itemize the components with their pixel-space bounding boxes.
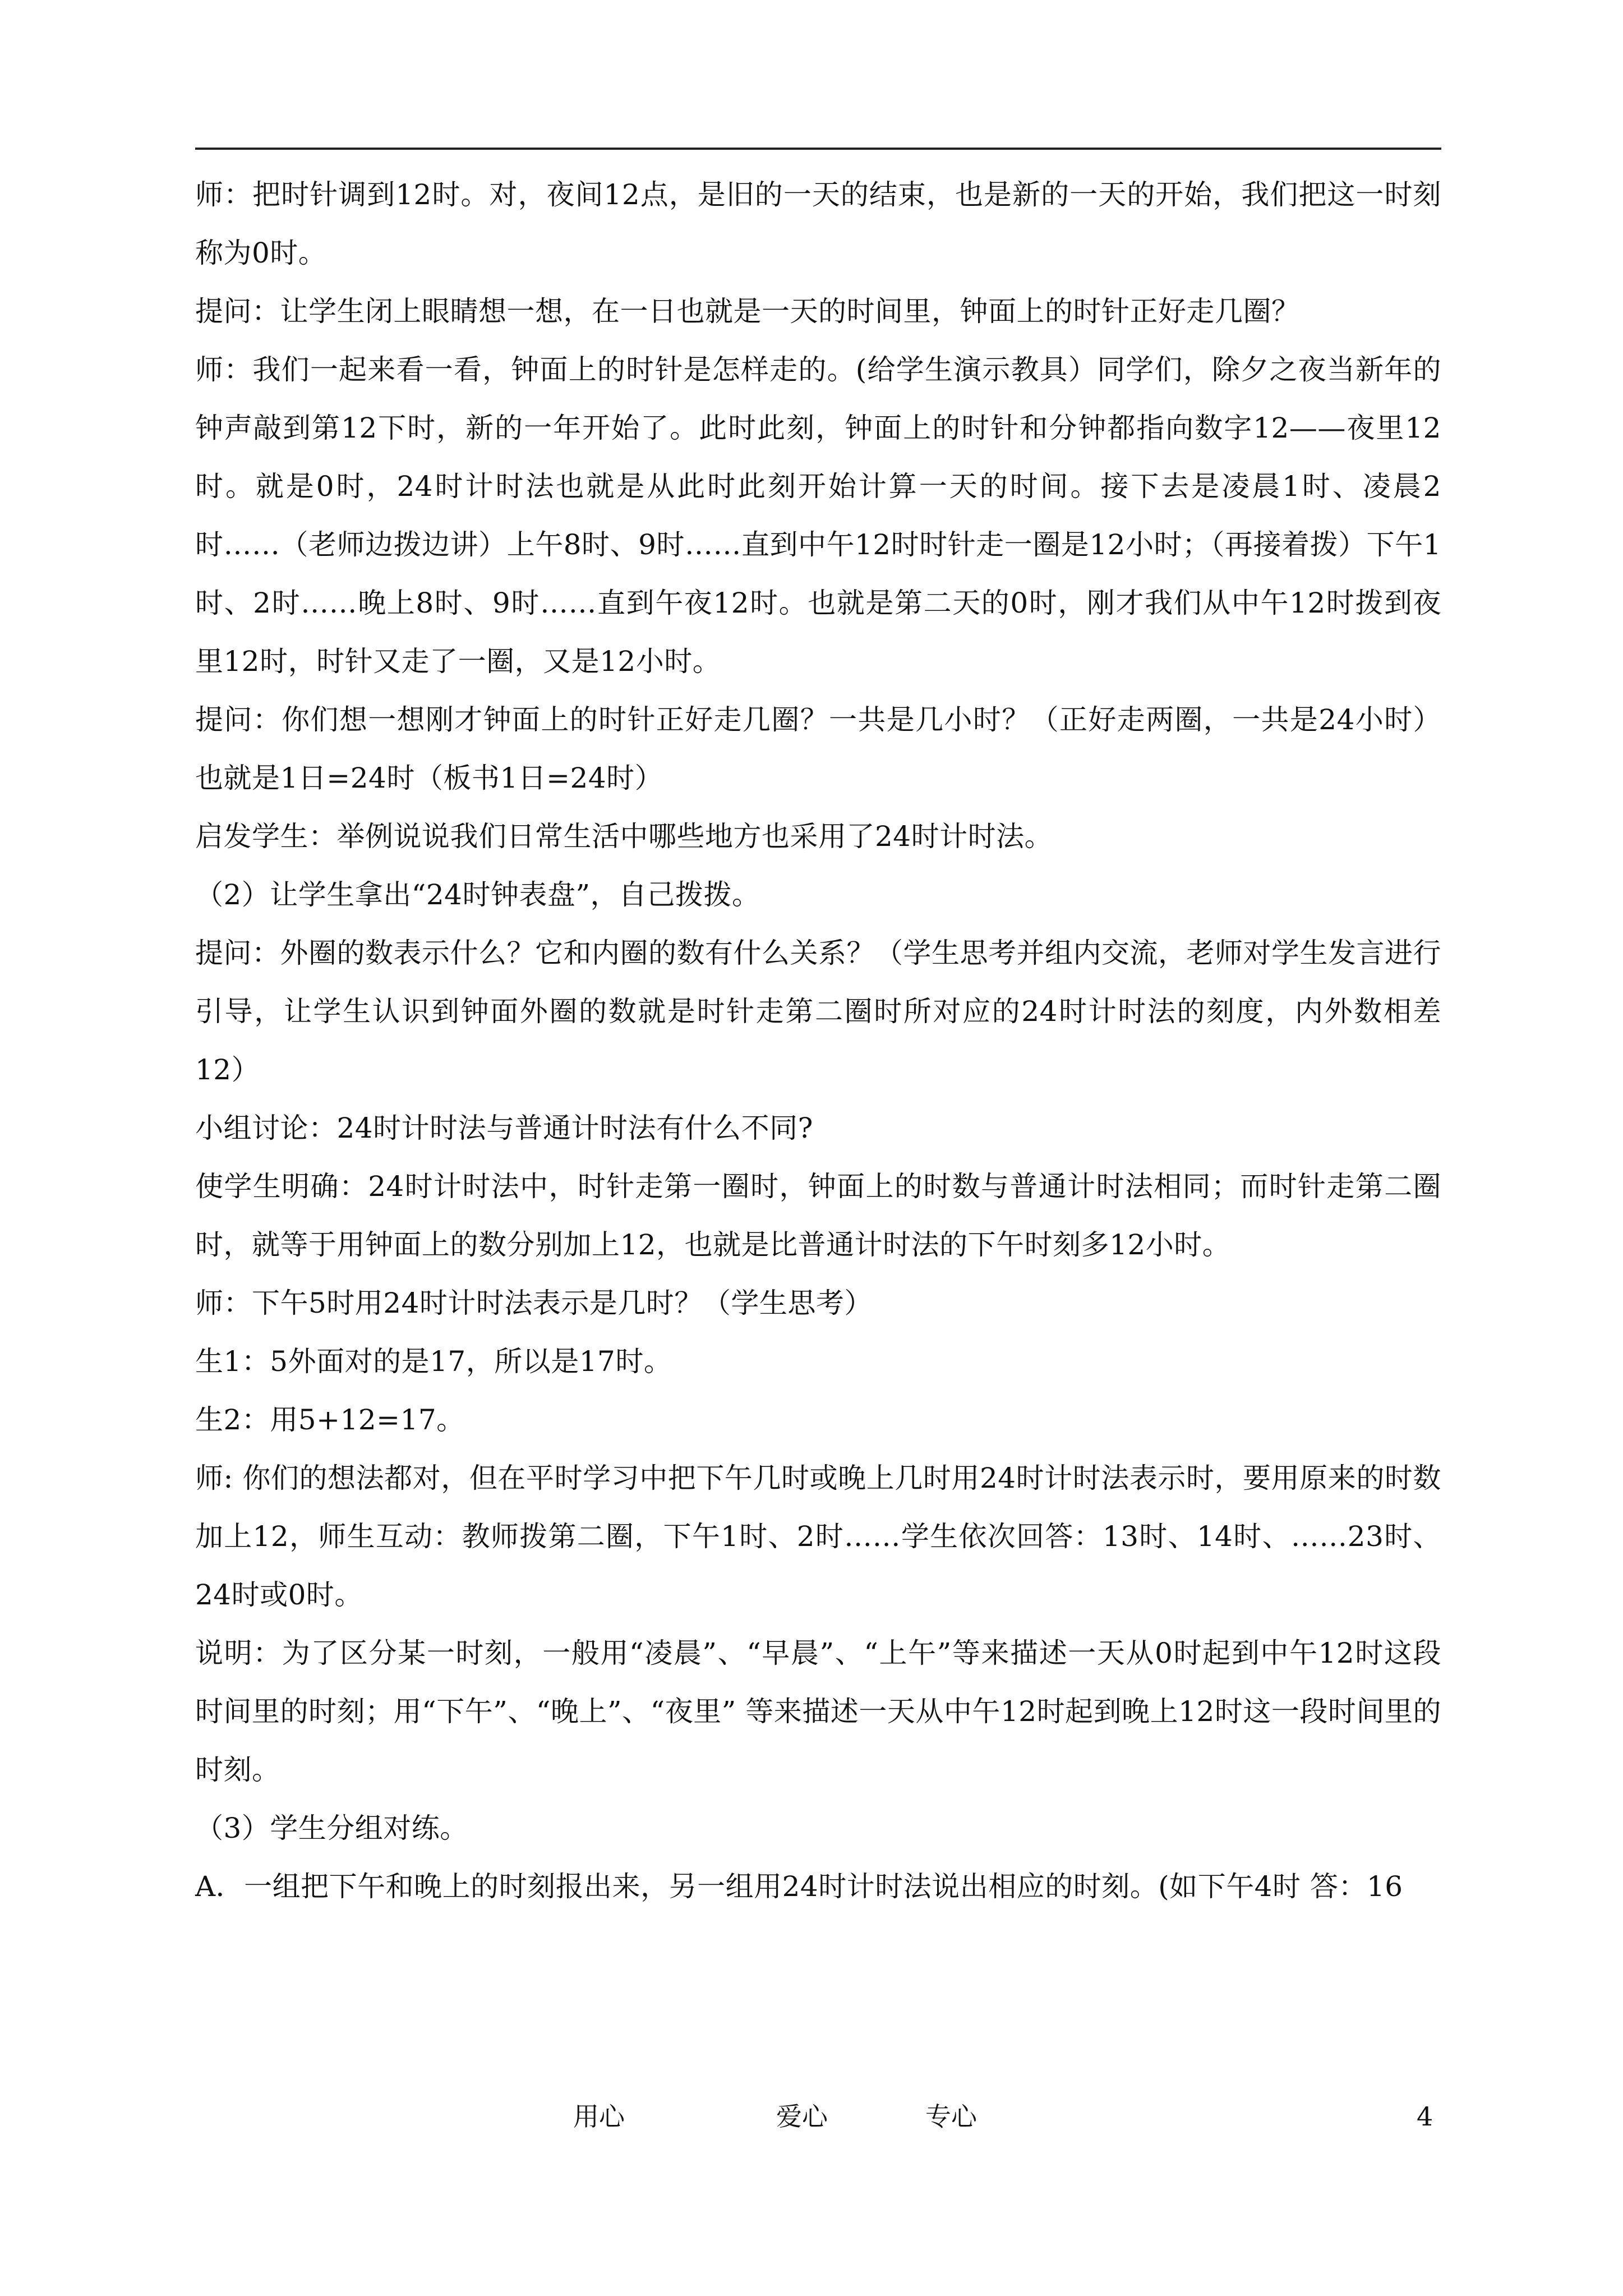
paragraph: （3）学生分组对练。 (195, 1812, 468, 1844)
paragraph: 小组讨论：24时计时法与普通计时法有什么不同? (195, 1112, 813, 1144)
footer-item: 用心 (573, 2101, 625, 2132)
footer-item: 爱心 (776, 2101, 828, 2132)
paragraph: 提问：你们想一想刚才钟面上的时针正好走几圈？一共是几小时？（正好走两圈，一共是24小时）也就是1日=24时（板书1日=24时） (195, 703, 1441, 794)
footer-item: 专心 (925, 2101, 977, 2132)
paragraph: （2）让学生拿出“24时钟表盘”，自己拨拨。 (195, 878, 760, 911)
header-rule (195, 148, 1441, 150)
paragraph: 师: 你们的想法都对，但在平时学习中把下午几时或晚上几时用24时计时法表示时，要用原来的时数加上12，师生互动：教师拨第二圈，下午1时、2时……学生依次回答：13时、14时、……23时、24时或0时。 (195, 1462, 1441, 1611)
paragraph: 生1：5外面对的是17，所以是17时。 (195, 1345, 672, 1378)
paragraph: 生2：用5+12=17。 (195, 1404, 465, 1436)
paragraph: 师：把时针调到12时。对，夜间12点，是旧的一天的结束，也是新的一天的开始，我们把这一时刻称为0时。 (195, 178, 1441, 269)
page-number: 4 (1417, 2101, 1433, 2132)
paragraph: A．一组把下午和晚上的时刻报出来，另一组用24时计时法说出相应的时刻。(如下午4时 答：16 (195, 1870, 1403, 1903)
paragraph: 启发学生：举例说说我们日常生活中哪些地方也采用了24时计时法。 (195, 820, 1053, 853)
paragraph: 提问：让学生闭上眼睛想一想，在一日也就是一天的时间里，钟面上的时针正好走几圈？ (195, 295, 1300, 328)
document-body (195, 165, 1441, 1916)
paragraph: 提问：外圈的数表示什么？它和内圈的数有什么关系？（学生思考并组内交流，老师对学生发言进行引导，让学生认识到钟面外圈的数就是时针走第二圈时所对应的24时计时法的刻度，内外数相差12） (195, 937, 1441, 1086)
paragraph: 师：我们一起来看一看，钟面上的时针是怎样走的。(给学生演示教具）同学们，除夕之夜当新年的钟声敲到第12下时，新的一年开始了。此时此刻，钟面上的时针和分钟都指向数字12——夜里12时。就是0时，24时计时法也就是从此时此刻开始计算一天的时间。接下去是凌晨1时、凌晨2时……（老师边拨边讲）上午8时、9时……直到中午12时时针走一圈是12小时；（再接着拨）下午1时、2时……晚上8时、9时……直到午夜12时。也就是第二天的0时，刚才我们从中午12时拨到夜里12时，时针又走了一圈，又是12小时。 (195, 353, 1441, 678)
paragraph: 说明：为了区分某一时刻，一般用“凌晨”、“早晨”、“上午”等来描述一天从0时起到中午12时这段时间里的时刻；用“下午”、“晚上”、“夜里” 等来描述一天从中午12时起到晚上12时这一段时间里的时刻。 (195, 1637, 1441, 1786)
paragraph: 师：下午5时用24时计时法表示是几时？（学生思考） (195, 1287, 873, 1319)
paragraph: 使学生明确：24时计时法中，时针走第一圈时，钟面上的时数与普通计时法相同；而时针走第二圈时，就等于用钟面上的数分别加上12，也就是比普通计时法的下午时刻多12小时。 (195, 1170, 1441, 1261)
page-footer (0, 2097, 1623, 2136)
